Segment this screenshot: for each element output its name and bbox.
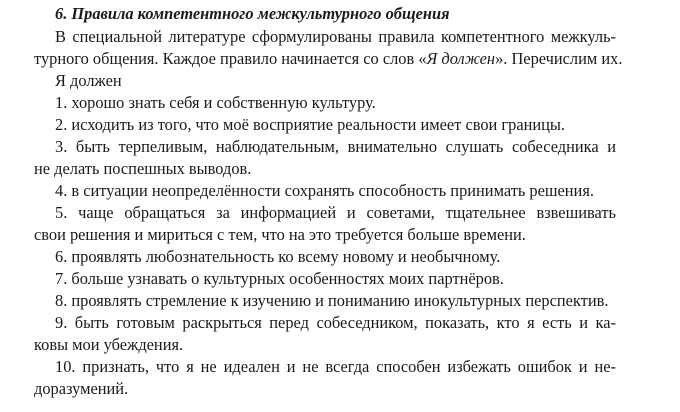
rule-9-line-1: 9. быть готовым раскрыться перед собеседником, показать, кто я есть и ка- xyxy=(55,313,616,332)
rule-10-line-1: 10. признать, что я не идеален и не всегда способен избежать ошибок и не- xyxy=(55,357,616,376)
rule-10-line-2: доразумений. xyxy=(34,379,129,398)
rule-4: 4. в ситуации неопределённости сохранять способность принимать решения. xyxy=(55,181,594,200)
intro-text-after-quote: ». Перечислим их. xyxy=(495,49,623,68)
rule-1: 1. хорошо знать себя и собственную культуру. xyxy=(55,93,376,112)
section-heading: 6. Правила компетентного межкультурного общения xyxy=(55,4,450,23)
rule-5-line-2: свои решения и мириться с тем, что на это требуется больше времени. xyxy=(34,225,526,244)
rule-9-line-2: ковы мои убеждения. xyxy=(34,335,184,354)
rule-3-line-1: 3. быть терпеливым, наблюдательным, внимательно слушать собеседника и xyxy=(55,137,616,156)
rule-3-line-2: не делать поспешных выводов. xyxy=(34,159,252,178)
intro-text-before-quote: турного общения. Каждое правило начинается со слов « xyxy=(34,49,427,68)
intro-line-2 xyxy=(34,48,623,70)
intro-line-1: В специальной литературе сформулированы правила компетентного межкуль- xyxy=(55,27,616,46)
intro-quote: Я должен xyxy=(426,49,496,68)
rule-2: 2. исходить из того, что моё восприятие реальности имеет свои границы. xyxy=(55,115,566,134)
rule-5-line-1: 5. чаще обращаться за информацией и советами, тщательнее взвешивать xyxy=(55,203,616,222)
rule-8: 8. проявлять стремление к изучению и пониманию инокультурных перспектив. xyxy=(55,291,609,310)
intro-lead: Я должен xyxy=(55,71,122,90)
rule-6: 6. проявлять любознательность ко всему новому и необычному. xyxy=(55,247,501,266)
rule-7: 7. больше узнавать о культурных особенностях моих партнёров. xyxy=(55,269,504,288)
